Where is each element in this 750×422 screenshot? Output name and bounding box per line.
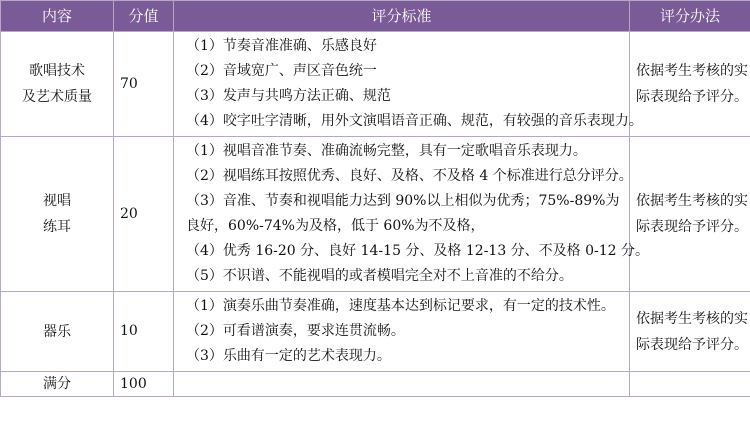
total-row — [1, 372, 750, 397]
item-score: 70 — [114, 32, 174, 137]
total-score: 100 — [114, 372, 174, 397]
item-score: 10 — [114, 292, 174, 372]
header-score: 分值 — [114, 1, 174, 32]
item-score: 20 — [114, 137, 174, 292]
item-name: 视唱 练耳 — [1, 137, 114, 292]
item-method: 依据考生考核的实 际表现给予评分。 — [630, 32, 750, 137]
header-criteria: 评分标准 — [174, 1, 630, 32]
item-method: 依据考生考核的实 际表现给予评分。 — [630, 137, 750, 292]
item-criteria: （1）视唱音准节奏、准确流畅完整，具有一定歌唱音乐表现力。 （2）视唱练耳按照优秀、良好、及格、不及格 4 个标准进行总分评分。 （3）音准、节奏和视唱能力达到 90%以上相似为优秀；75%-89%为良好，60%-74%为及格，低于 60%为不及格， （4）优秀 16-20 分、良好 14-15 分、及格 12-13 分、不及格 0-12 分。 （5）不识谱、不能视唱的或者模唱完全对不上音准的不给分。 — [174, 137, 630, 292]
item-criteria: （1）演奏乐曲节奏准确，速度基本达到标记要求，有一定的技术性。 （2）可看谱演奏，要求连贯流畅。 （3）乐曲有一定的艺术表现力。 — [174, 292, 630, 372]
header-content: 内容 — [1, 1, 114, 32]
total-label: 满分 — [1, 372, 114, 397]
item-method: 依据考生考核的实 际表现给予评分。 — [630, 292, 750, 372]
table-row — [1, 32, 750, 137]
table-row — [1, 292, 750, 372]
table-row — [1, 137, 750, 292]
header-method: 评分办法 — [630, 1, 750, 32]
header-row — [1, 1, 750, 32]
total-method-empty — [630, 372, 750, 397]
item-name: 歌唱技术 及艺术质量 — [1, 32, 114, 137]
item-name: 器乐 — [1, 292, 114, 372]
item-criteria: （1）节奏音准准确、乐感良好 （2）音域宽广、声区音色统一 （3）发声与共鸣方法正确、规范 （4）咬字吐字清晰，用外文演唱语音正确、规范，有较强的音乐表现力。 — [174, 32, 630, 137]
total-criteria-empty — [174, 372, 630, 397]
